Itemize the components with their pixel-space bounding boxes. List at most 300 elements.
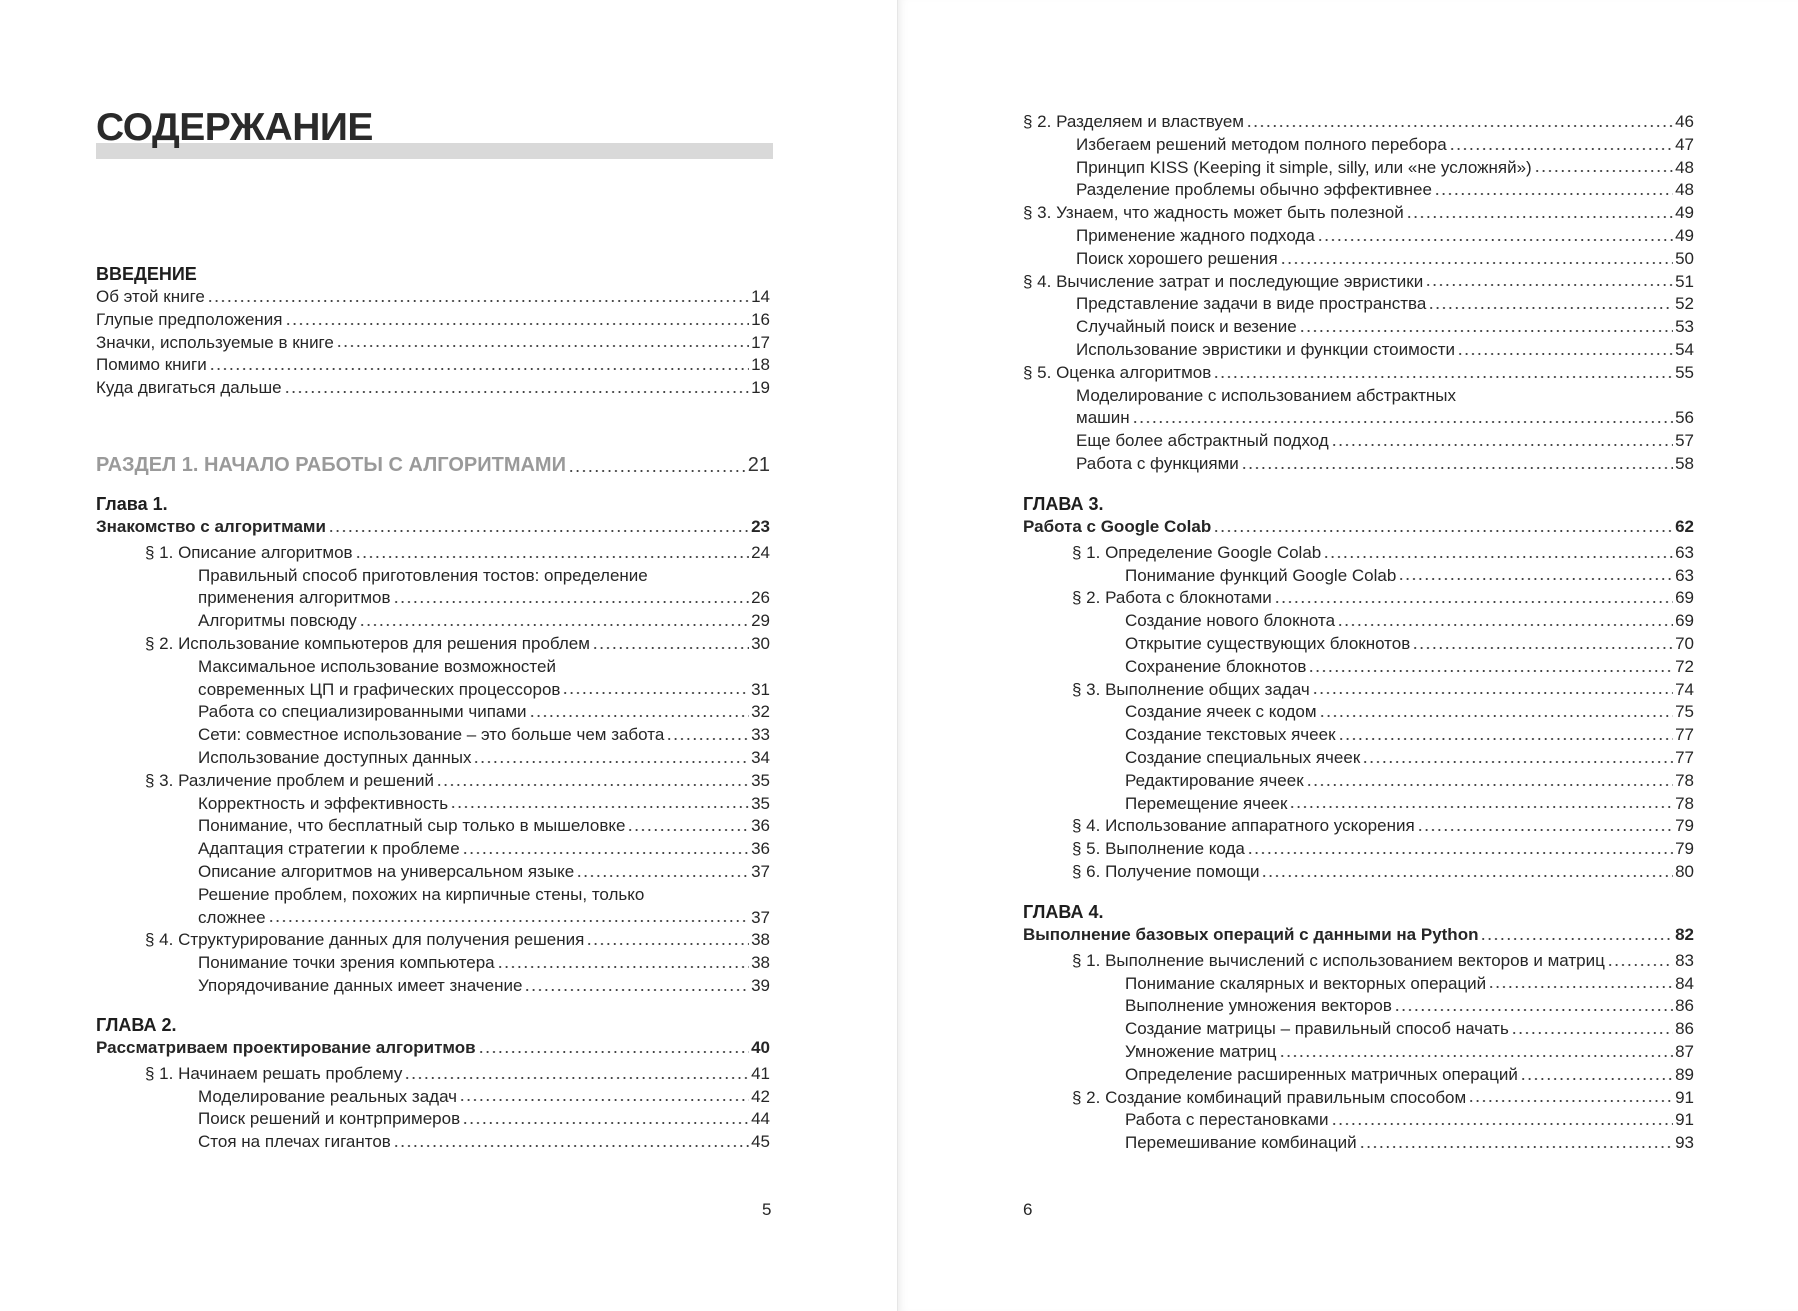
entry-page: 78 xyxy=(1675,770,1694,790)
toc-entry[interactable] xyxy=(1023,134,1694,157)
entry-page: 32 xyxy=(751,702,770,722)
entry-page: 21 xyxy=(747,454,770,476)
dot-leader xyxy=(1289,805,1673,809)
toc-entry[interactable] xyxy=(1023,610,1694,633)
entry-text: Представление задачи в виде пространства xyxy=(1076,294,1427,314)
toc-entry[interactable] xyxy=(96,815,770,838)
toc-entry[interactable] xyxy=(1023,430,1694,453)
entry-page: 72 xyxy=(1675,656,1694,676)
dot-leader xyxy=(1398,577,1673,581)
entry-text: § 2. Разделяем и властвуем xyxy=(1023,112,1244,131)
toc-entry[interactable] xyxy=(96,838,770,861)
entry-page: 48 xyxy=(1675,180,1694,200)
chapter-3 xyxy=(1023,492,1694,884)
entry-page: 78 xyxy=(1675,793,1694,813)
entry-text: § 1. Начинаем решать проблему xyxy=(145,1063,403,1083)
entry-page: 37 xyxy=(751,861,770,881)
toc-entry[interactable] xyxy=(1023,861,1694,884)
dot-leader xyxy=(1412,646,1673,650)
entry-text: Работа со специализированными чипами xyxy=(198,702,527,722)
entry-page: 26 xyxy=(751,588,770,608)
entry-text: Определение расширенных матричных операций xyxy=(1125,1064,1518,1084)
toc-entry[interactable] xyxy=(1023,1109,1694,1132)
dot-leader xyxy=(1607,963,1673,967)
dot-leader xyxy=(1480,937,1673,941)
entry-page: 18 xyxy=(751,355,770,375)
entry-text: Сохранение блокнотов xyxy=(1125,656,1307,676)
dot-leader xyxy=(336,344,749,348)
dot-leader xyxy=(1213,529,1673,533)
entry-text: Поиск решений и контрпримеров xyxy=(198,1109,461,1129)
chapter-title-entry[interactable] xyxy=(1023,924,1694,947)
entry-page: 86 xyxy=(1675,996,1694,1016)
dot-leader xyxy=(1132,420,1673,424)
entry-page: 34 xyxy=(751,747,770,767)
toc-entry[interactable] xyxy=(96,1131,770,1154)
toc-entry[interactable] xyxy=(96,286,770,309)
entry-text: Выполнение умножения векторов xyxy=(1125,996,1392,1016)
entry-text: Поиск хорошего решения xyxy=(1076,248,1278,268)
dot-leader xyxy=(1359,1145,1673,1149)
entry-text: § 1. Определение Google Colab xyxy=(1072,542,1322,562)
entry-text: Применение жадного подхода xyxy=(1076,225,1315,245)
dot-leader xyxy=(1428,306,1673,310)
entry-text: Еще более абстрактный подход xyxy=(1076,431,1329,451)
entry-page: 31 xyxy=(751,679,770,699)
toc-entry[interactable] xyxy=(1023,724,1694,747)
dot-leader xyxy=(586,942,749,946)
toc-entry[interactable] xyxy=(1023,179,1694,202)
dot-leader xyxy=(355,555,749,559)
dot-leader xyxy=(1394,1008,1673,1012)
entry-text: § 3. Различение проблем и решений xyxy=(145,770,434,790)
entry-text: Выполнение базовых операций с данными на Python xyxy=(1023,925,1479,944)
entry-text: Понимание скалярных и векторных операций xyxy=(1125,973,1487,993)
dot-leader xyxy=(462,851,749,855)
entry-page: 23 xyxy=(751,517,770,536)
entry-page: 55 xyxy=(1675,362,1694,382)
dot-leader xyxy=(1534,169,1673,173)
entry-text: Знакомство с алгоритмами xyxy=(96,517,326,536)
entry-page: 91 xyxy=(1675,1110,1694,1130)
entry-text: § 4. Структурирование данных для получения решения xyxy=(145,930,585,950)
toc-entry[interactable] xyxy=(1023,111,1694,134)
entry-page: 24 xyxy=(751,542,770,562)
intro-heading: ВВЕДЕНИЕ xyxy=(96,264,197,284)
entry-page: 40 xyxy=(751,1038,770,1057)
toc-entry[interactable] xyxy=(1023,316,1694,339)
dot-leader xyxy=(1337,623,1673,627)
toc-entry[interactable] xyxy=(1023,362,1694,385)
entry-page: 89 xyxy=(1675,1064,1694,1084)
entry-page: 47 xyxy=(1675,134,1694,154)
dot-leader xyxy=(1261,874,1673,878)
entry-page: 86 xyxy=(1675,1019,1694,1039)
entry-text-line: Моделирование с использованием абстрактных xyxy=(1076,385,1457,405)
toc-entry[interactable] xyxy=(1023,747,1694,770)
entry-page: 54 xyxy=(1675,339,1694,359)
entry-text: Куда двигаться дальше xyxy=(96,378,282,398)
entry-text: Работа с перестановками xyxy=(1125,1110,1329,1130)
toc-entry[interactable] xyxy=(96,309,770,332)
entry-text: РАЗДЕЛ 1. НАЧАЛО РАБОТЫ С АЛГОРИТМАМИ xyxy=(96,454,566,476)
entry-page: 36 xyxy=(751,839,770,859)
toc-entry[interactable] xyxy=(1023,679,1694,702)
dot-leader xyxy=(497,965,749,969)
toc-entry[interactable] xyxy=(1023,1018,1694,1041)
entry-page: 19 xyxy=(751,378,770,398)
dot-leader xyxy=(576,874,749,878)
dot-leader xyxy=(478,1050,749,1054)
dot-leader xyxy=(207,299,749,303)
entry-page: 82 xyxy=(1675,925,1694,944)
entry-text: Редактирование ячеек xyxy=(1125,770,1304,790)
entry-text: § 6. Получение помощи xyxy=(1072,861,1260,881)
entry-text-line: Решение проблем, похожих на кирпичные стены, только xyxy=(198,884,645,904)
entry-page: 79 xyxy=(1675,816,1694,836)
entry-text: § 5. Оценка алгоритмов xyxy=(1023,362,1212,382)
dot-leader xyxy=(1247,851,1673,855)
entry-text: Использование доступных данных xyxy=(198,747,472,767)
toc-entry[interactable] xyxy=(1023,225,1694,248)
entry-text: Рассматриваем проектирование алгоритмов xyxy=(96,1038,476,1057)
toc-entry[interactable] xyxy=(1023,838,1694,861)
dot-leader xyxy=(1406,215,1673,219)
entry-page: 70 xyxy=(1675,633,1694,653)
toc-entry[interactable] xyxy=(96,587,770,610)
dot-leader xyxy=(1323,555,1673,559)
chapter-label: Глава 1. xyxy=(96,494,168,514)
dot-leader xyxy=(1213,375,1673,379)
entry-page: 69 xyxy=(1675,588,1694,608)
dot-leader xyxy=(1488,985,1673,989)
entry-text: Об этой книге xyxy=(96,287,205,306)
entry-text: § 4. Использование аппаратного ускорения xyxy=(1072,816,1415,836)
dot-leader xyxy=(562,691,749,695)
dot-leader xyxy=(1306,783,1673,787)
entry-page: 79 xyxy=(1675,839,1694,859)
entry-text: Сети: совместное использование – это больше чем забота xyxy=(198,725,665,745)
toc-entry[interactable] xyxy=(1023,950,1694,973)
entry-page: 87 xyxy=(1675,1041,1694,1061)
entry-text-line: Максимальное использование возможностей xyxy=(198,656,556,676)
toc-entry[interactable] xyxy=(96,975,770,998)
entry-text: Помимо книги xyxy=(96,355,207,375)
toc-entry[interactable] xyxy=(1023,202,1694,225)
toc-entry[interactable] xyxy=(96,793,770,816)
entry-text: Стоя на плечах гигантов xyxy=(198,1132,391,1152)
toc-entry[interactable] xyxy=(1023,157,1694,180)
entry-text: применения алгоритмов xyxy=(198,588,391,608)
toc-entry[interactable] xyxy=(96,1108,770,1131)
entry-page: 38 xyxy=(751,953,770,973)
dot-leader xyxy=(1434,192,1673,196)
toc-entry[interactable] xyxy=(1023,453,1694,476)
toc-entry[interactable] xyxy=(1023,995,1694,1018)
toc-entry[interactable] xyxy=(1023,656,1694,679)
entry-text: Открытие существующих блокнотов xyxy=(1125,633,1411,653)
dot-leader xyxy=(1362,760,1673,764)
entry-text: Глупые предположения xyxy=(96,309,283,329)
dot-leader xyxy=(1280,261,1673,265)
entry-text: § 3. Выполнение общих задач xyxy=(1072,679,1310,699)
entry-page: 69 xyxy=(1675,611,1694,631)
entry-page: 35 xyxy=(751,770,770,790)
entry-page: 29 xyxy=(751,611,770,631)
toc-entry[interactable] xyxy=(1023,339,1694,362)
entry-text: современных ЦП и графических процессоров xyxy=(198,679,561,699)
entry-text: § 5. Выполнение кода xyxy=(1072,839,1245,859)
dot-leader xyxy=(1317,238,1673,242)
entry-text: Работа с функциями xyxy=(1076,453,1239,473)
entry-page: 84 xyxy=(1675,973,1694,993)
toc-entry[interactable] xyxy=(96,701,770,724)
entry-page: 33 xyxy=(751,725,770,745)
toc-entry-part[interactable] xyxy=(96,451,770,479)
page-number-right: 6 xyxy=(1023,1200,1033,1219)
dot-leader xyxy=(1338,737,1674,741)
entry-text: Создание ячеек с кодом xyxy=(1125,702,1317,722)
toc-entry[interactable] xyxy=(96,610,770,633)
page-number-left: 5 xyxy=(762,1200,772,1219)
entry-page: 49 xyxy=(1675,225,1694,245)
chapter-label: ГЛАВА 4. xyxy=(1023,902,1104,922)
dot-leader xyxy=(209,367,749,371)
dot-leader xyxy=(1417,828,1673,832)
dot-leader xyxy=(1246,124,1673,128)
entry-page: 75 xyxy=(1675,702,1694,722)
toc-entry[interactable] xyxy=(1023,565,1694,588)
dot-leader xyxy=(1319,714,1674,718)
entry-page: 30 xyxy=(751,633,770,653)
chapter-title-entry[interactable] xyxy=(96,1037,770,1060)
toc-entry[interactable] xyxy=(96,952,770,975)
entry-text: § 1. Выполнение вычислений с использованием векторов и матриц xyxy=(1072,950,1605,970)
entry-text: Описание алгоритмов на универсальном языке xyxy=(198,861,575,881)
entry-page: 63 xyxy=(1675,542,1694,562)
entry-page: 42 xyxy=(751,1086,770,1106)
dot-leader xyxy=(1279,1054,1674,1058)
entry-page: 80 xyxy=(1675,861,1694,881)
entry-page: 52 xyxy=(1675,294,1694,314)
entry-page: 50 xyxy=(1675,248,1694,268)
entry-page: 37 xyxy=(751,907,770,927)
chapter-2 xyxy=(96,1013,770,1154)
chapter-1 xyxy=(96,492,770,998)
entry-page: 48 xyxy=(1675,157,1694,177)
entry-text: § 1. Описание алгоритмов xyxy=(145,542,353,562)
entry-page: 77 xyxy=(1675,725,1694,745)
toc-entry[interactable] xyxy=(96,907,770,930)
entry-text: Умножение матриц xyxy=(1125,1041,1277,1061)
entry-page: 91 xyxy=(1675,1087,1694,1107)
toc-entry[interactable] xyxy=(1023,1041,1694,1064)
entry-text: Создание специальных ячеек xyxy=(1125,747,1361,767)
entry-page: 83 xyxy=(1675,950,1694,970)
dot-leader xyxy=(666,737,749,741)
dot-leader xyxy=(359,623,749,627)
toc-entry[interactable] xyxy=(1023,770,1694,793)
chapter-title-entry[interactable] xyxy=(96,516,770,539)
dot-leader xyxy=(284,390,749,394)
chapter-label: ГЛАВА 3. xyxy=(1023,494,1104,514)
toc-entry[interactable] xyxy=(1023,633,1694,656)
dot-leader xyxy=(1457,352,1673,356)
chapter-label: ГЛАВА 2. xyxy=(96,1015,177,1035)
entry-page: 74 xyxy=(1675,679,1694,699)
entry-page: 17 xyxy=(751,332,770,352)
dot-leader xyxy=(450,805,749,809)
entry-page: 14 xyxy=(751,287,770,306)
dot-leader xyxy=(524,988,749,992)
entry-text: Алгоритмы повсюду xyxy=(198,611,357,631)
toc-entry[interactable] xyxy=(1023,587,1694,610)
entry-page: 49 xyxy=(1675,203,1694,223)
toc-entry[interactable] xyxy=(96,633,770,656)
entry-page: 16 xyxy=(751,309,770,329)
entry-text: Значки, используемые в книге xyxy=(96,332,334,352)
entry-text: § 2. Использование компьютеров для решения проблем xyxy=(145,633,590,653)
toc-entry[interactable] xyxy=(96,377,770,400)
toc-entry[interactable] xyxy=(1023,248,1694,271)
entry-page: 46 xyxy=(1675,112,1694,131)
dot-leader xyxy=(1468,1099,1673,1103)
dot-leader xyxy=(568,469,746,473)
dot-leader xyxy=(529,714,750,718)
toc-entry[interactable] xyxy=(96,354,770,377)
toc-entry[interactable] xyxy=(1023,701,1694,724)
dot-leader xyxy=(1299,329,1673,333)
dot-leader xyxy=(462,1121,749,1125)
entry-page: 77 xyxy=(1675,747,1694,767)
entry-page: 57 xyxy=(1675,431,1694,451)
toc-entry[interactable] xyxy=(96,1063,770,1086)
toc-entry[interactable] xyxy=(1023,1087,1694,1110)
entry-page: 39 xyxy=(751,975,770,995)
page-title: СОДЕРЖАНИЕ xyxy=(96,106,373,149)
entry-text: Перемещение ячеек xyxy=(1125,793,1288,813)
entry-text: Работа с Google Colab xyxy=(1023,517,1212,536)
entry-text: Упорядочивание данных имеет значение xyxy=(198,975,523,995)
entry-text: Создание нового блокнота xyxy=(1125,611,1336,631)
entry-text: Использование эвристики и функции стоимости xyxy=(1076,339,1456,359)
dot-leader xyxy=(393,600,750,604)
dot-leader xyxy=(473,760,749,764)
toc-entry[interactable] xyxy=(96,770,770,793)
entry-text: § 2. Работа с блокнотами xyxy=(1072,588,1272,608)
chapter-title-entry[interactable] xyxy=(1023,516,1694,539)
left-page xyxy=(0,0,896,1311)
entry-page: 36 xyxy=(751,816,770,836)
right-page xyxy=(897,0,1798,1311)
entry-page: 53 xyxy=(1675,317,1694,337)
toc-entry[interactable] xyxy=(96,1086,770,1109)
chapter-2-continued xyxy=(1023,111,1694,476)
entry-page: 44 xyxy=(751,1109,770,1129)
dot-leader xyxy=(1511,1031,1673,1035)
toc-entry[interactable] xyxy=(1023,793,1694,816)
entry-text-line: Правильный способ приготовления тостов: определение xyxy=(198,565,648,585)
entry-text: Корректность и эффективность xyxy=(198,793,449,813)
entry-text: § 4. Вычисление затрат и последующие эвристики xyxy=(1023,271,1424,291)
toc-entry[interactable] xyxy=(96,679,770,702)
dot-leader xyxy=(285,322,750,326)
toc-entry[interactable] xyxy=(1023,293,1694,316)
entry-page: 38 xyxy=(751,930,770,950)
entry-text: Принцип KISS (Keeping it simple, silly, или «не усложняй») xyxy=(1076,157,1532,177)
entry-page: 56 xyxy=(1675,408,1694,428)
entry-text: § 3. Узнаем, что жадность может быть полезной xyxy=(1023,203,1404,223)
entry-page: 35 xyxy=(751,793,770,813)
dot-leader xyxy=(1274,600,1673,604)
toc-entry[interactable] xyxy=(1023,407,1694,430)
chapter-4 xyxy=(1023,900,1694,1155)
entry-page: 51 xyxy=(1675,271,1694,291)
dot-leader xyxy=(404,1076,749,1080)
dot-leader xyxy=(393,1144,749,1148)
entry-text: Моделирование реальных задач xyxy=(198,1086,458,1106)
entry-text: Перемешивание комбинаций xyxy=(1125,1133,1357,1153)
entry-text: Адаптация стратегии к проблеме xyxy=(198,839,460,859)
dot-leader xyxy=(1520,1077,1673,1081)
toc-entry[interactable] xyxy=(1023,1132,1694,1155)
toc-entry[interactable] xyxy=(96,332,770,355)
dot-leader xyxy=(436,783,749,787)
entry-text: сложнее xyxy=(198,907,266,927)
toc-entry[interactable] xyxy=(96,747,770,770)
entry-page: 45 xyxy=(751,1132,770,1152)
entry-text: Разделение проблемы обычно эффективнее xyxy=(1076,180,1432,200)
entry-text: машин xyxy=(1076,408,1130,428)
entry-page: 93 xyxy=(1675,1133,1694,1153)
entry-text: Понимание точки зрения компьютера xyxy=(198,953,495,973)
toc-entry[interactable] xyxy=(96,929,770,952)
entry-page: 58 xyxy=(1675,453,1694,473)
dot-leader xyxy=(627,828,749,832)
entry-page: 41 xyxy=(751,1063,770,1083)
toc-entry[interactable] xyxy=(1023,542,1694,565)
toc-entry[interactable] xyxy=(96,724,770,747)
dot-leader xyxy=(1331,1122,1674,1126)
toc-entry[interactable] xyxy=(1023,973,1694,996)
dot-leader xyxy=(1308,669,1673,673)
dot-leader xyxy=(268,919,750,923)
toc-entry[interactable] xyxy=(96,861,770,884)
entry-page: 62 xyxy=(1675,517,1694,536)
entry-text: Создание текстовых ячеек xyxy=(1125,725,1336,745)
dot-leader xyxy=(1425,283,1673,287)
entry-page: 63 xyxy=(1675,565,1694,585)
dot-leader xyxy=(1241,466,1673,470)
toc-entry[interactable] xyxy=(96,542,770,565)
toc-entry[interactable] xyxy=(1023,271,1694,294)
entry-text: Понимание функций Google Colab xyxy=(1125,565,1397,585)
entry-text: Понимание, что бесплатный сыр только в мышеловке xyxy=(198,816,626,836)
toc-entry[interactable] xyxy=(1023,815,1694,838)
part-1 xyxy=(96,451,770,479)
entry-text: Случайный поиск и везение xyxy=(1076,317,1297,337)
dot-leader xyxy=(459,1098,749,1102)
dot-leader xyxy=(328,529,749,533)
toc-entry[interactable] xyxy=(1023,1064,1694,1087)
dot-leader xyxy=(1331,443,1673,447)
entry-text: Создание матрицы – правильный способ начать xyxy=(1125,1019,1509,1039)
entry-text: § 2. Создание комбинаций правильным способом xyxy=(1072,1087,1467,1107)
dot-leader xyxy=(592,646,749,650)
intro-section xyxy=(96,262,770,400)
dot-leader xyxy=(1312,691,1673,695)
dot-leader xyxy=(1449,147,1673,151)
